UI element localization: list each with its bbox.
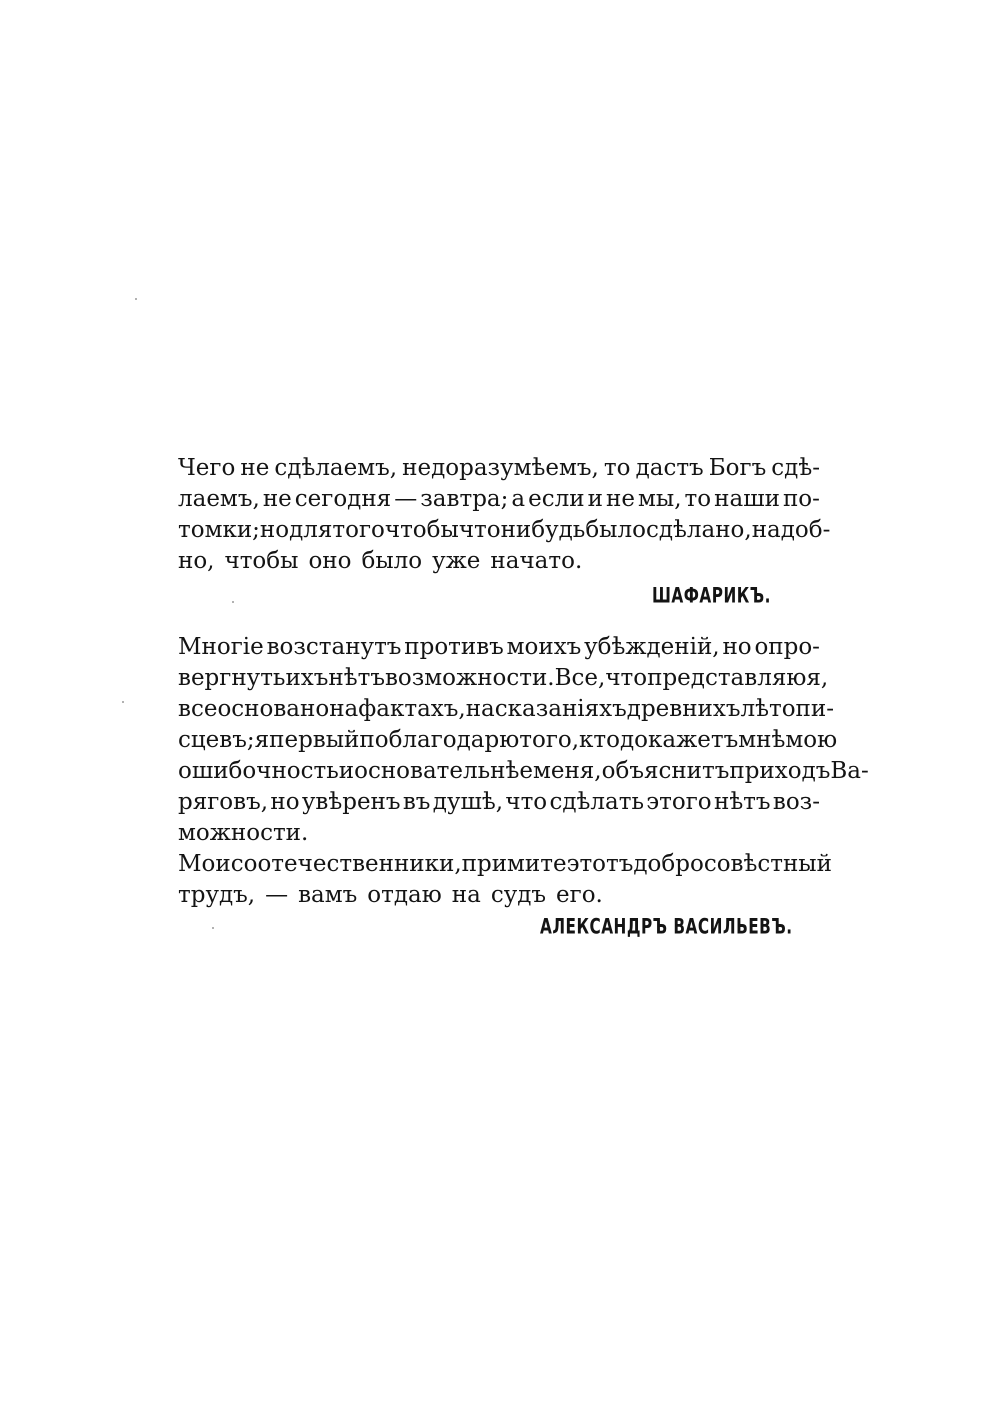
word: чтобы xyxy=(384,517,459,543)
word: сдѣлать xyxy=(549,789,644,815)
word: Многіе xyxy=(178,634,264,660)
word: по- xyxy=(782,486,820,512)
word: что xyxy=(505,789,548,815)
text-line xyxy=(178,725,838,756)
word: оно xyxy=(308,548,352,574)
scan-speck xyxy=(135,298,137,300)
word: этого xyxy=(646,789,712,815)
word: древнихъ xyxy=(626,696,741,722)
word: мою xyxy=(785,727,838,753)
word: дастъ xyxy=(635,455,704,481)
word: противъ xyxy=(404,634,504,660)
word: Мои xyxy=(178,851,231,877)
word: кто xyxy=(579,727,620,753)
word: уже xyxy=(432,548,481,574)
word: мнѣ xyxy=(738,727,786,753)
word: но xyxy=(722,634,752,660)
word: отдаю xyxy=(367,882,442,908)
word: ряговъ, xyxy=(178,789,269,815)
word: Ва- xyxy=(830,758,869,784)
word: надоб- xyxy=(751,517,831,543)
word: было xyxy=(585,517,646,543)
word: сдѣлано, xyxy=(645,517,752,543)
epigraph-shafarik xyxy=(178,453,831,577)
word: основательнѣе xyxy=(354,758,533,784)
word: моихъ xyxy=(506,634,582,660)
word: сдѣлаемъ, xyxy=(274,455,398,481)
text-line xyxy=(178,818,820,849)
epigraph-vasiliev xyxy=(178,632,869,911)
word: приходъ xyxy=(729,758,831,784)
word: сказаніяхъ xyxy=(494,696,627,722)
word: завтра; xyxy=(420,486,509,512)
word: я, xyxy=(806,665,829,691)
word: того xyxy=(332,517,385,543)
text-line xyxy=(178,484,820,515)
text-line xyxy=(178,694,834,725)
word: не xyxy=(240,455,270,481)
text-line xyxy=(178,663,829,694)
word: представляю xyxy=(647,665,807,691)
word: нибудь xyxy=(500,517,586,543)
text-line xyxy=(178,787,820,818)
word: докажетъ xyxy=(620,727,739,753)
word: если xyxy=(528,486,585,512)
word: что xyxy=(458,517,501,543)
scan-speck xyxy=(122,701,124,703)
signature-vasiliev: АЛЕКСАНДРЪ ВАСИЛЬЕВЪ. xyxy=(540,914,793,940)
signature-shafarik: ШАФАРИКЪ. xyxy=(652,583,771,609)
word: чтобы xyxy=(224,548,299,574)
word: томки; xyxy=(178,517,260,543)
word: меня, xyxy=(532,758,602,784)
word: Чего xyxy=(178,455,236,481)
word: лѣтопи- xyxy=(740,696,834,722)
word: Все, xyxy=(554,665,606,691)
word: нѣтъ xyxy=(713,789,771,815)
word: соотечественники, xyxy=(230,851,462,877)
word: мы, xyxy=(638,486,682,512)
word: возможности. xyxy=(384,665,555,691)
word: то xyxy=(603,455,631,481)
text-line xyxy=(178,515,831,546)
word: возстанутъ xyxy=(266,634,402,660)
word: этотъ xyxy=(566,851,634,877)
word: душѣ, xyxy=(432,789,504,815)
word: что xyxy=(605,665,648,691)
word: сцевъ; xyxy=(178,727,255,753)
word: воз- xyxy=(772,789,820,815)
word: и xyxy=(587,486,603,512)
word: увѣренъ xyxy=(301,789,401,815)
word: убѣжденій, xyxy=(584,634,720,660)
word: трудъ, xyxy=(178,882,256,908)
word: первый xyxy=(269,727,360,753)
text-line xyxy=(178,756,869,787)
word: наши xyxy=(714,486,780,512)
word: можности. xyxy=(178,820,309,846)
word: и xyxy=(338,758,355,784)
word: судъ xyxy=(490,882,547,908)
word: того, xyxy=(519,727,580,753)
scan-speck xyxy=(212,927,214,929)
word: — xyxy=(394,486,418,512)
word: но, xyxy=(178,548,215,574)
word: на xyxy=(451,882,481,908)
word: сегодня xyxy=(294,486,392,512)
word: опро- xyxy=(754,634,820,660)
word: но xyxy=(270,789,300,815)
word: начато. xyxy=(490,548,583,574)
word: вамъ xyxy=(298,882,358,908)
word: то xyxy=(684,486,712,512)
word: основано xyxy=(217,696,330,722)
word: на xyxy=(329,696,359,722)
word: было xyxy=(361,548,423,574)
word: въ xyxy=(402,789,431,815)
word: лаемъ, xyxy=(178,486,260,512)
text-line xyxy=(178,849,832,880)
word: нѣтъ xyxy=(328,665,385,691)
word: недоразумѣемъ, xyxy=(402,455,599,481)
word: фактахъ, xyxy=(358,696,466,722)
text-line xyxy=(178,546,820,577)
word: ихъ xyxy=(285,665,329,691)
word: добросовѣстный xyxy=(633,851,832,877)
word: не xyxy=(262,486,292,512)
scan-speck xyxy=(232,601,234,603)
word: сдѣ- xyxy=(771,455,820,481)
word: поблагодарю xyxy=(359,727,520,753)
word: вергнуть xyxy=(178,665,286,691)
word: объяснитъ xyxy=(601,758,730,784)
text-line xyxy=(178,880,820,911)
word: не xyxy=(606,486,635,512)
word: Богъ xyxy=(708,455,767,481)
word: — xyxy=(265,882,289,908)
word: я xyxy=(254,727,270,753)
word: а xyxy=(511,486,526,512)
word: на xyxy=(465,696,495,722)
word: для xyxy=(289,517,333,543)
word: примите xyxy=(461,851,567,877)
word: ошибочность xyxy=(178,758,339,784)
word: но xyxy=(259,517,290,543)
text-line xyxy=(178,453,820,484)
word: все xyxy=(178,696,218,722)
text-line xyxy=(178,632,820,663)
word: его. xyxy=(556,882,603,908)
